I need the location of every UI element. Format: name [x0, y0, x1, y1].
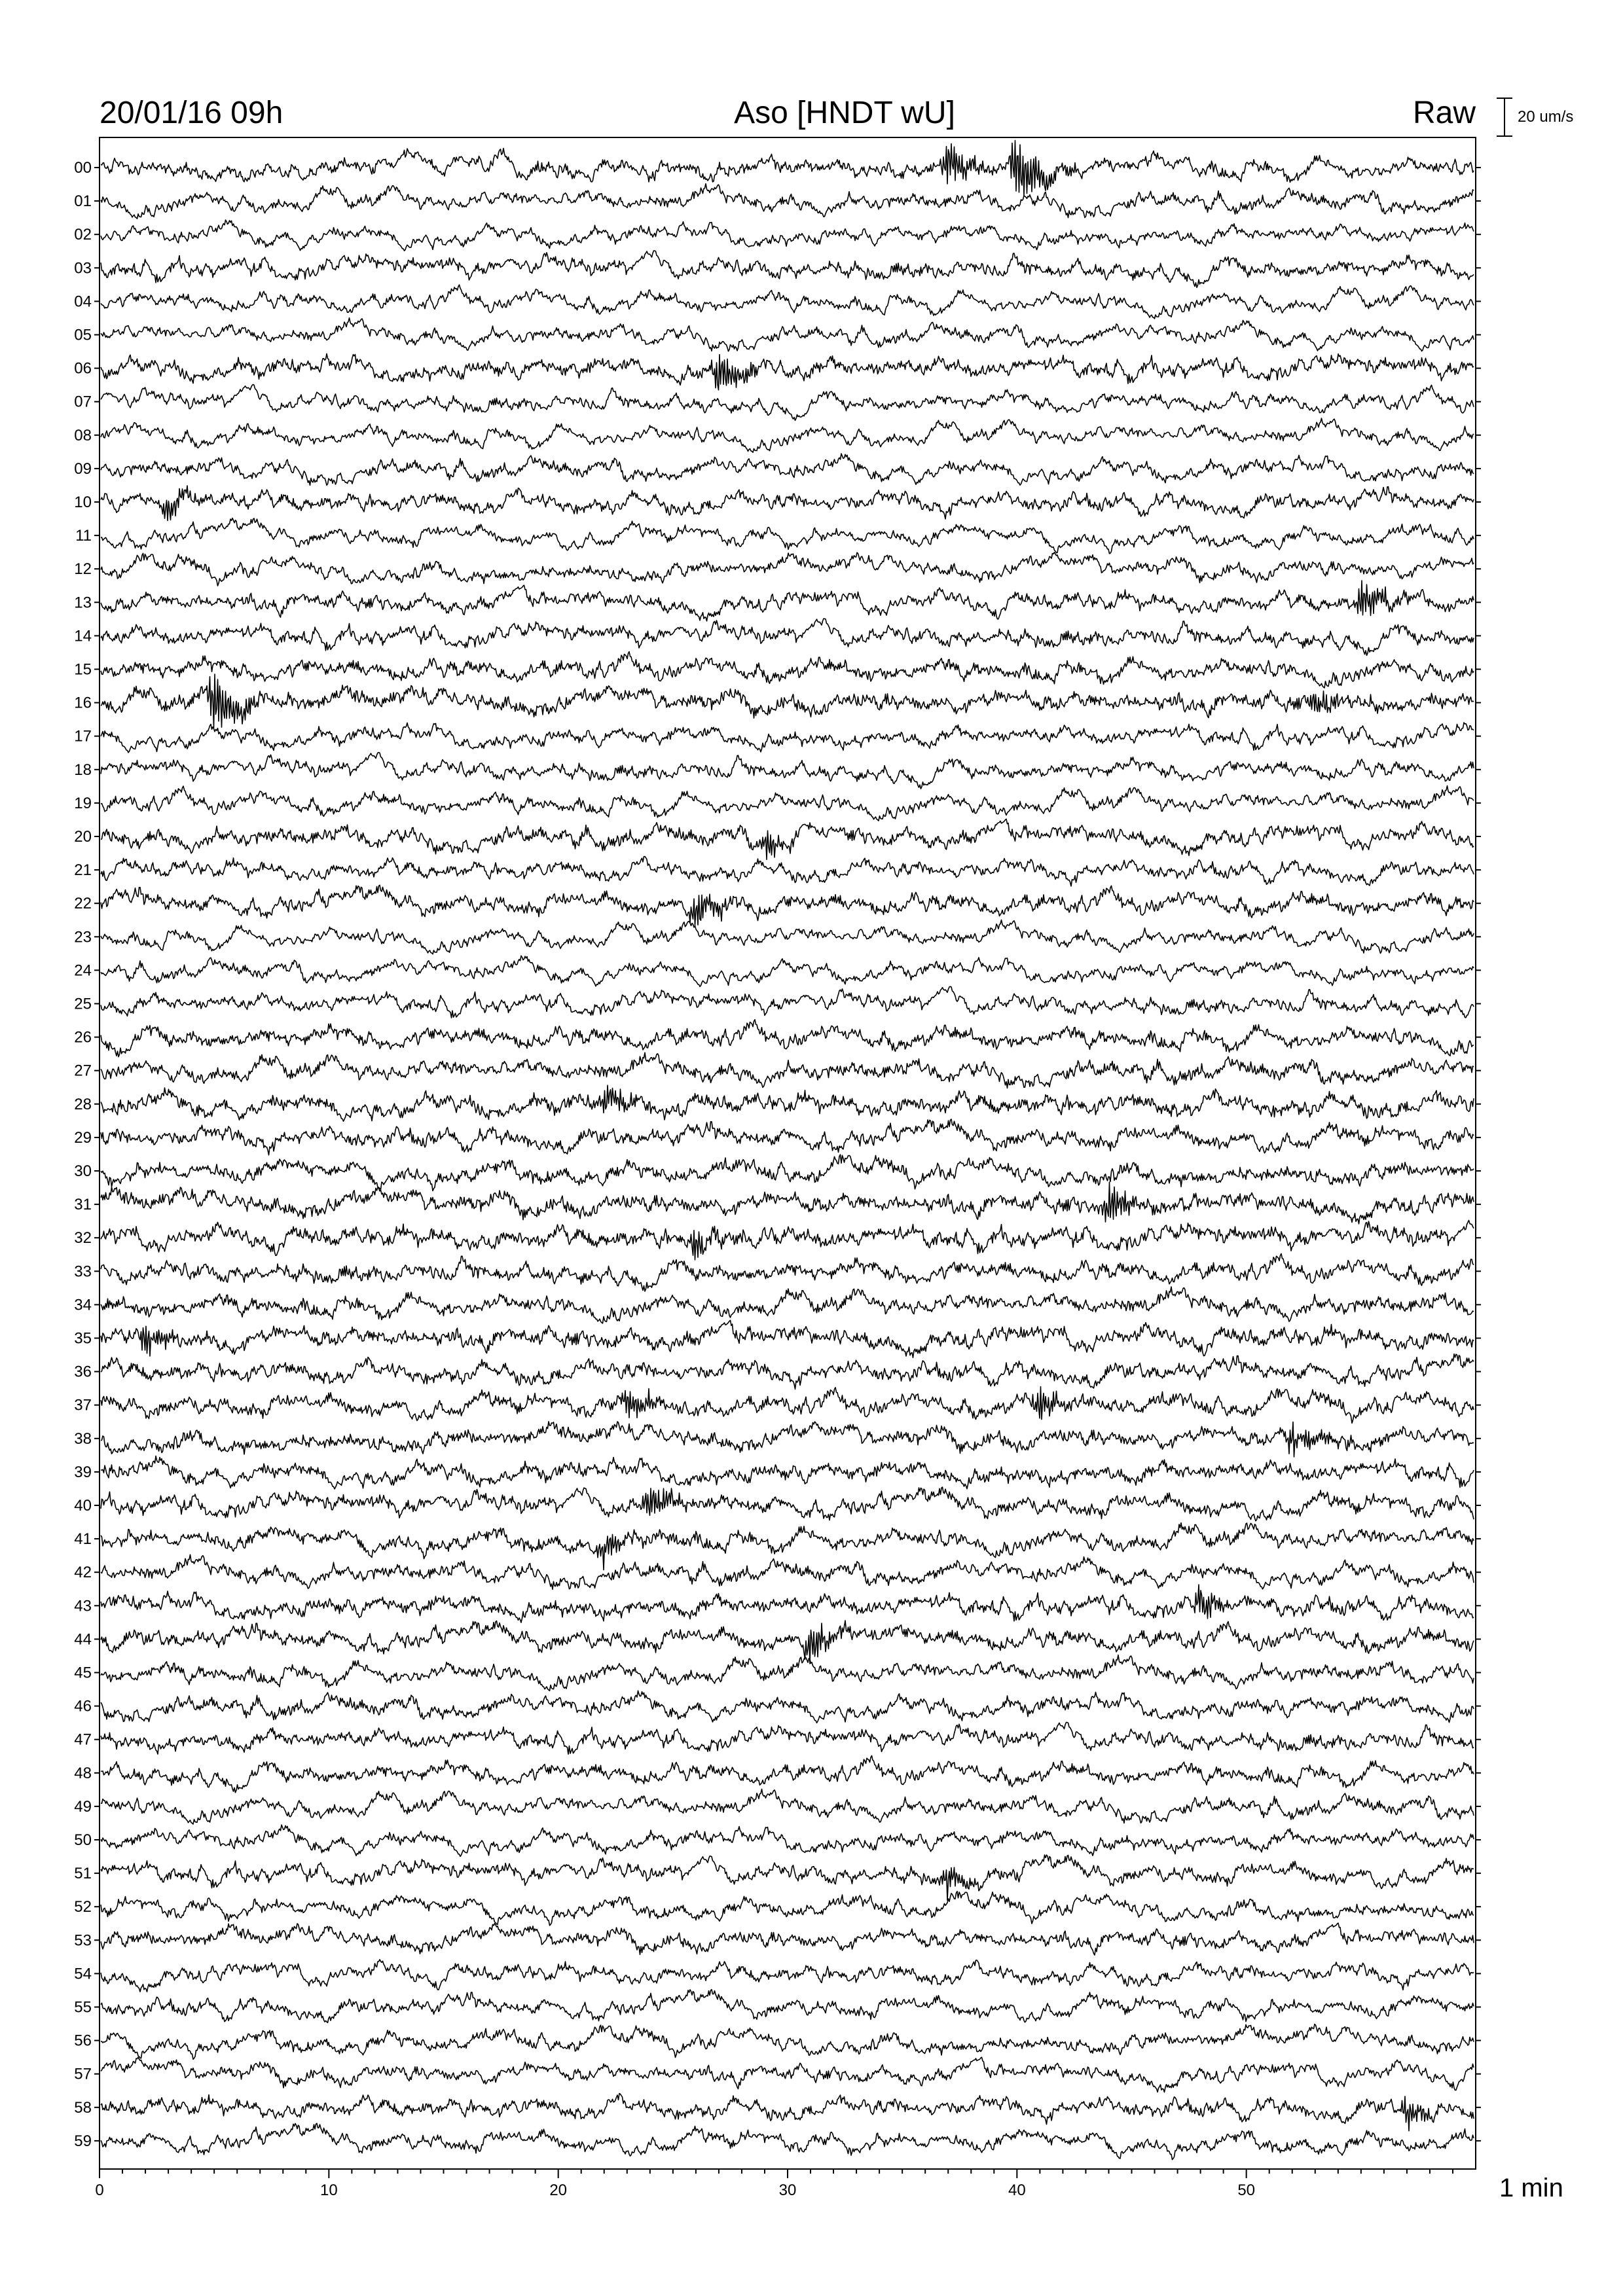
trace-row-46 [101, 1691, 1474, 1723]
row-label-48: 48 [74, 1764, 92, 1782]
row-label-56: 56 [74, 2032, 92, 2050]
trace-row-15 [101, 652, 1474, 688]
trace-row-13 [101, 581, 1474, 621]
row-label-35: 35 [74, 1329, 92, 1348]
trace-row-08 [101, 418, 1474, 452]
row-label-06: 06 [74, 359, 92, 378]
trace-row-54 [101, 1960, 1474, 1992]
row-label-27: 27 [74, 1062, 92, 1080]
trace-row-44 [101, 1621, 1474, 1664]
trace-row-56 [101, 2024, 1474, 2060]
trace-row-17 [101, 723, 1474, 753]
trace-row-20 [101, 819, 1474, 859]
trace-row-23 [101, 920, 1474, 954]
row-label-46: 46 [74, 1697, 92, 1715]
trace-row-01 [101, 184, 1474, 219]
row-label-24: 24 [74, 961, 92, 980]
row-label-44: 44 [74, 1630, 92, 1649]
row-label-25: 25 [74, 995, 92, 1013]
trace-row-19 [101, 786, 1474, 821]
row-label-47: 47 [74, 1731, 92, 1749]
trace-row-36 [101, 1354, 1474, 1390]
trace-row-29 [101, 1119, 1474, 1155]
mode-label: Raw [1412, 96, 1476, 130]
row-label-01: 01 [74, 192, 92, 211]
trace-row-02 [101, 220, 1474, 251]
trace-row-24 [101, 956, 1474, 986]
row-label-00: 00 [74, 159, 92, 177]
trace-row-21 [101, 857, 1474, 886]
row-label-55: 55 [74, 1998, 92, 2017]
trace-row-51 [101, 1855, 1474, 1900]
row-label-43: 43 [74, 1597, 92, 1615]
row-label-30: 30 [74, 1162, 92, 1180]
x-axis-unit-label: 1 min [1499, 2174, 1563, 2202]
row-label-19: 19 [74, 794, 92, 812]
row-label-52: 52 [74, 1898, 92, 1916]
trace-row-40 [101, 1487, 1474, 1521]
row-label-10: 10 [74, 493, 92, 511]
row-label-53: 53 [74, 1931, 92, 1950]
row-label-36: 36 [74, 1363, 92, 1381]
trace-row-39 [101, 1456, 1474, 1489]
row-label-09: 09 [74, 459, 92, 478]
trace-row-38 [101, 1422, 1474, 1457]
trace-row-45 [101, 1655, 1474, 1691]
trace-row-04 [101, 285, 1474, 319]
row-label-57: 57 [74, 2065, 92, 2083]
row-label-59: 59 [74, 2132, 92, 2150]
trace-row-30 [101, 1155, 1474, 1191]
row-label-03: 03 [74, 259, 92, 278]
x-tick-label-40: 40 [1008, 2181, 1026, 2199]
row-label-51: 51 [74, 1865, 92, 1883]
row-label-23: 23 [74, 928, 92, 946]
row-label-39: 39 [74, 1463, 92, 1481]
row-label-54: 54 [74, 1965, 92, 1983]
row-label-37: 37 [74, 1396, 92, 1414]
row-label-31: 31 [74, 1196, 92, 1214]
chart-title: Aso [HNDT wU] [734, 96, 955, 130]
trace-row-34 [101, 1287, 1474, 1323]
date-label: 20/01/16 09h [100, 96, 283, 130]
x-tick-label-20: 20 [549, 2181, 568, 2199]
row-label-34: 34 [74, 1296, 92, 1314]
row-label-14: 14 [74, 627, 92, 645]
trace-row-31 [101, 1182, 1474, 1224]
trace-row-05 [101, 318, 1474, 351]
row-label-12: 12 [74, 560, 92, 579]
trace-row-53 [101, 1923, 1474, 1955]
row-label-21: 21 [74, 861, 92, 880]
row-label-42: 42 [74, 1564, 92, 1582]
trace-row-07 [101, 384, 1474, 420]
scale-bar [1497, 98, 1573, 136]
trace-row-33 [101, 1254, 1474, 1292]
x-tick-label-0: 0 [95, 2181, 104, 2199]
row-label-29: 29 [74, 1128, 92, 1147]
row-label-17: 17 [74, 727, 92, 745]
trace-row-27 [101, 1052, 1474, 1088]
trace-row-35 [101, 1320, 1474, 1357]
x-axis [95, 2169, 1453, 2199]
row-label-08: 08 [74, 426, 92, 444]
row-label-15: 15 [74, 660, 92, 679]
x-tick-label-30: 30 [778, 2181, 797, 2199]
row-label-02: 02 [74, 226, 92, 244]
row-label-28: 28 [74, 1095, 92, 1113]
trace-rows [74, 141, 1481, 2160]
trace-row-50 [101, 1825, 1474, 1856]
row-label-13: 13 [74, 594, 92, 612]
row-label-50: 50 [74, 1831, 92, 1849]
trace-row-12 [101, 552, 1474, 586]
row-label-11: 11 [75, 527, 92, 545]
trace-row-37 [101, 1387, 1474, 1424]
trace-row-58 [101, 2094, 1474, 2131]
row-label-38: 38 [74, 1429, 92, 1448]
trace-row-14 [101, 619, 1474, 655]
trace-row-42 [101, 1554, 1474, 1589]
row-label-40: 40 [74, 1497, 92, 1515]
scale-label: 20 um/s [1518, 108, 1574, 126]
trace-row-52 [101, 1892, 1474, 1926]
row-label-07: 07 [74, 393, 92, 411]
trace-row-57 [101, 2057, 1474, 2092]
x-tick-label-10: 10 [319, 2181, 338, 2199]
trace-row-41 [101, 1523, 1474, 1570]
trace-row-00 [101, 141, 1474, 196]
trace-row-18 [101, 753, 1474, 789]
trace-row-09 [101, 454, 1474, 485]
trace-row-47 [101, 1723, 1474, 1755]
row-label-33: 33 [74, 1263, 92, 1281]
row-label-20: 20 [74, 828, 92, 846]
row-label-18: 18 [74, 761, 92, 779]
row-label-58: 58 [74, 2098, 92, 2117]
row-label-26: 26 [74, 1028, 92, 1047]
trace-row-16 [101, 674, 1474, 728]
trace-row-25 [101, 986, 1474, 1018]
trace-row-03 [101, 251, 1474, 287]
trace-row-32 [101, 1221, 1474, 1260]
trace-row-28 [101, 1085, 1474, 1121]
trace-row-55 [101, 1990, 1474, 2023]
row-label-04: 04 [74, 293, 92, 311]
row-label-41: 41 [74, 1530, 92, 1549]
row-label-45: 45 [74, 1664, 92, 1682]
trace-row-43 [101, 1585, 1474, 1623]
trace-row-48 [101, 1756, 1474, 1793]
trace-row-11 [101, 518, 1474, 554]
x-tick-label-50: 50 [1237, 2181, 1256, 2199]
trace-row-49 [101, 1789, 1474, 1825]
row-label-05: 05 [74, 326, 92, 344]
trace-row-59 [101, 2123, 1474, 2159]
trace-row-10 [101, 486, 1474, 520]
trace-row-06 [101, 353, 1474, 389]
trace-row-22 [101, 885, 1474, 925]
row-label-16: 16 [74, 694, 92, 712]
row-label-49: 49 [74, 1797, 92, 1816]
trace-row-26 [101, 1020, 1474, 1057]
row-label-32: 32 [74, 1229, 92, 1247]
row-label-22: 22 [74, 895, 92, 913]
